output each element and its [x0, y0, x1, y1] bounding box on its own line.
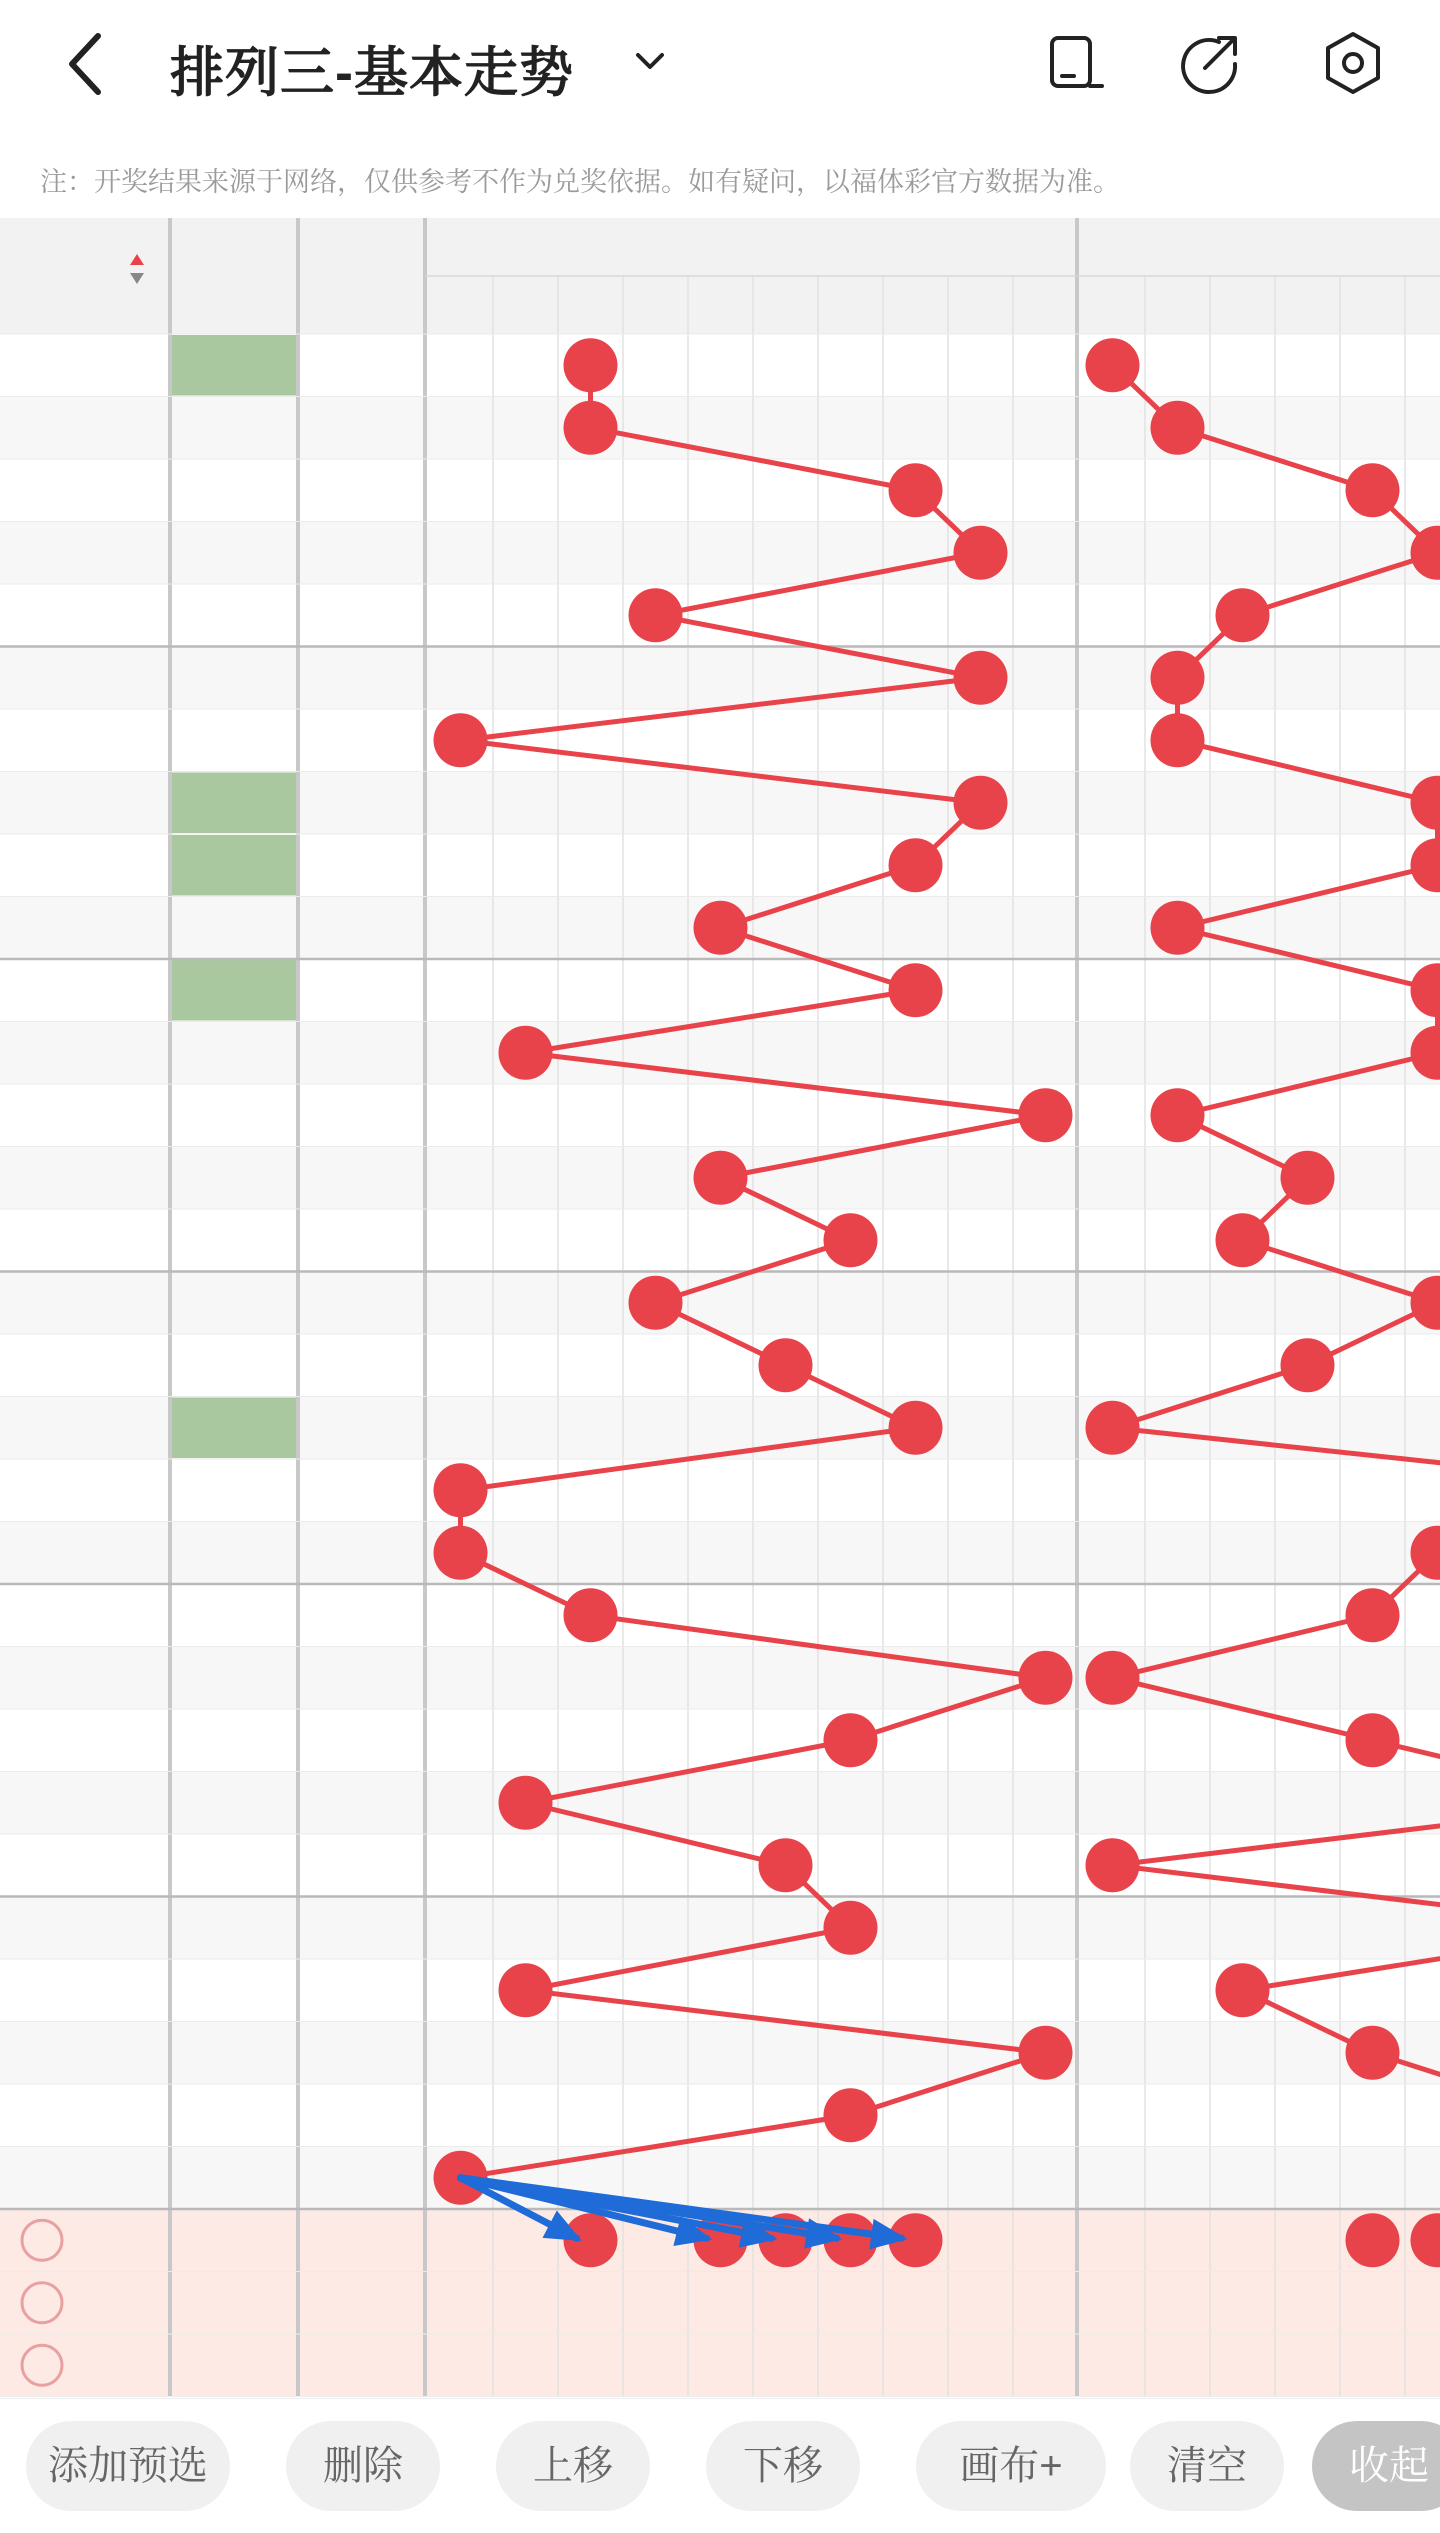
disclaimer-note: 注：开奖结果来源于网络，仅供参考不作为兑奖依据。如有疑问，以福体彩官方数据为准。 — [40, 160, 1120, 199]
winning-ball — [499, 1963, 553, 2017]
table-row-bg — [0, 709, 1440, 772]
bottom-toolbar — [0, 2398, 1440, 2533]
table-row-bg — [0, 459, 1440, 522]
winning-ball — [694, 1151, 748, 1205]
table-row-bg — [0, 1647, 1440, 1710]
winning-ball — [1086, 1838, 1140, 1892]
winning-ball — [1281, 1151, 1335, 1205]
winning-ball — [954, 776, 1008, 830]
winning-ball — [1346, 1588, 1400, 1642]
add-preselect-button[interactable]: 添加预选 — [26, 2421, 230, 2511]
chevron-down-icon[interactable] — [630, 42, 670, 82]
winning-ball — [1151, 713, 1205, 767]
trend-table — [0, 218, 1440, 2398]
winning-ball — [694, 901, 748, 955]
table-row-bg — [0, 647, 1440, 710]
table-row-bg — [0, 1772, 1440, 1835]
table-row-bg — [0, 397, 1440, 460]
winning-ball — [889, 963, 943, 1017]
winning-ball — [1281, 1338, 1335, 1392]
settings-hex-icon[interactable] — [1318, 28, 1388, 98]
winning-ball — [954, 526, 1008, 580]
winning-ball — [434, 713, 488, 767]
winning-ball — [824, 1713, 878, 1767]
winning-ball — [499, 1776, 553, 1830]
winning-ball — [1086, 1651, 1140, 1705]
winning-ball — [1086, 1401, 1140, 1455]
winning-ball — [434, 1463, 488, 1517]
table-row-bg — [0, 1584, 1440, 1647]
winning-ball — [1086, 338, 1140, 392]
phone-rotate-icon[interactable] — [1040, 28, 1110, 98]
table-row-bg — [0, 1834, 1440, 1897]
winning-ball — [759, 1338, 813, 1392]
winning-ball — [499, 1026, 553, 1080]
collapse-button[interactable]: 收起 — [1312, 2421, 1440, 2511]
winning-number-highlight — [172, 773, 296, 834]
winning-ball — [564, 338, 618, 392]
table-row-bg — [0, 1459, 1440, 1522]
winning-ball — [564, 1588, 618, 1642]
table-row-bg — [0, 2147, 1440, 2210]
winning-ball — [1346, 463, 1400, 517]
canvas-plus-button[interactable]: 画布+ — [916, 2421, 1106, 2511]
winning-ball — [824, 2088, 878, 2142]
winning-ball — [1019, 2026, 1073, 2080]
table-row-bg — [0, 522, 1440, 585]
pick-ball[interactable] — [564, 2213, 618, 2267]
winning-ball — [1216, 1213, 1270, 1267]
trend-chart — [0, 218, 1440, 2398]
winning-number-highlight — [172, 335, 296, 396]
winning-ball — [1151, 651, 1205, 705]
move-up-button[interactable]: 上移 — [496, 2421, 650, 2511]
table-row-bg — [0, 1709, 1440, 1772]
table-row-bg — [0, 2022, 1440, 2085]
table-row-bg — [0, 1522, 1440, 1585]
winning-ball — [1151, 1088, 1205, 1142]
winning-number-highlight — [172, 1398, 296, 1459]
winning-ball — [1346, 2026, 1400, 2080]
back-arrow-icon[interactable] — [58, 28, 118, 100]
top-header — [0, 0, 1440, 130]
winning-ball — [1019, 1651, 1073, 1705]
winning-ball — [759, 1838, 813, 1892]
winning-ball — [1216, 1963, 1270, 2017]
winning-ball — [1216, 588, 1270, 642]
pick-ball[interactable] — [1346, 2213, 1400, 2267]
winning-ball — [889, 463, 943, 517]
winning-ball — [824, 1901, 878, 1955]
winning-ball — [1151, 901, 1205, 955]
winning-ball — [824, 1213, 878, 1267]
winning-ball — [1346, 1713, 1400, 1767]
winning-ball — [954, 651, 1008, 705]
move-down-button[interactable]: 下移 — [706, 2421, 860, 2511]
table-row-bg — [0, 1897, 1440, 1960]
winning-ball — [434, 1526, 488, 1580]
winning-number-highlight — [172, 835, 296, 896]
delete-button[interactable]: 删除 — [286, 2421, 440, 2511]
share-icon[interactable] — [1175, 28, 1245, 98]
winning-ball — [629, 1276, 683, 1330]
table-row-bg — [0, 1334, 1440, 1397]
winning-number-highlight — [172, 960, 296, 1021]
winning-ball — [564, 401, 618, 455]
winning-ball — [889, 838, 943, 892]
winning-ball — [629, 588, 683, 642]
winning-ball — [889, 1401, 943, 1455]
clear-button[interactable]: 清空 — [1130, 2421, 1284, 2511]
winning-ball — [1151, 401, 1205, 455]
winning-ball — [1019, 1088, 1073, 1142]
page-title[interactable]: 排列三-基本走势 — [170, 30, 574, 107]
